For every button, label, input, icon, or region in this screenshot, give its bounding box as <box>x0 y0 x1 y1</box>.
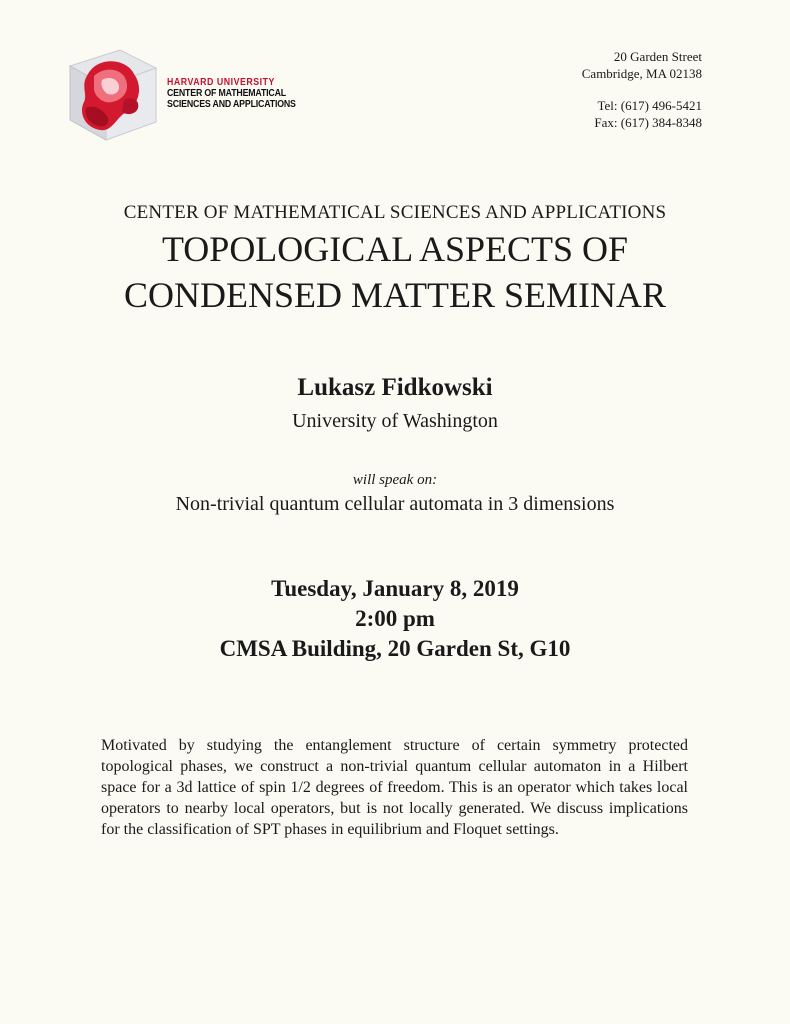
seminar-title-line1: TOPOLOGICAL ASPECTS OF <box>161 229 629 269</box>
speaker-affiliation: University of Washington <box>292 410 498 432</box>
talk-title: Non-trivial quantum cellular automata in 3 dimensions <box>175 493 615 515</box>
address-tel: Tel: (617) 496-5421 <box>597 98 702 113</box>
logo-wordmark <box>167 77 296 110</box>
event-location: CMSA Building, 20 Garden St, G10 <box>219 636 571 661</box>
seminar-title <box>0 226 790 318</box>
address-fax: Fax: (617) 384-8348 <box>594 115 702 130</box>
seminar-title-line2: CONDENSED MATTER SEMINAR <box>123 275 667 315</box>
event-details <box>0 574 790 664</box>
event-date: Tuesday, January 8, 2019 <box>271 576 519 601</box>
address-street: 20 Garden Street <box>613 49 702 64</box>
logo-university: HARVARD UNIVERSITY <box>167 77 275 88</box>
address-block <box>582 48 702 131</box>
cube-logo-icon <box>64 44 160 144</box>
logo-center-line1: CENTER OF MATHEMATICAL <box>167 88 286 99</box>
department-heading: CENTER OF MATHEMATICAL SCIENCES AND APPLICATIONS <box>123 202 667 223</box>
speaker-name: Lukasz Fidkowski <box>297 374 493 401</box>
speak-on-label: will speak on: <box>352 472 438 488</box>
abstract-text: Motivated by studying the entanglement structure of certain symmetry protected topological phases, we construct a non-trivial quantum cellular automaton in a Hilbert space for a 3d lattice of spin 1/2 degrees of freedom. This is an operator which takes local operators to nearby local operators, but is not locally generated. We discuss implications for the classification of SPT phases in equilibrium and Floquet settings. <box>101 737 688 838</box>
event-time: 2:00 pm <box>355 606 435 631</box>
logo-center-line2: SCIENCES AND APPLICATIONS <box>167 99 296 110</box>
address-city: Cambridge, MA 02138 <box>581 66 702 81</box>
